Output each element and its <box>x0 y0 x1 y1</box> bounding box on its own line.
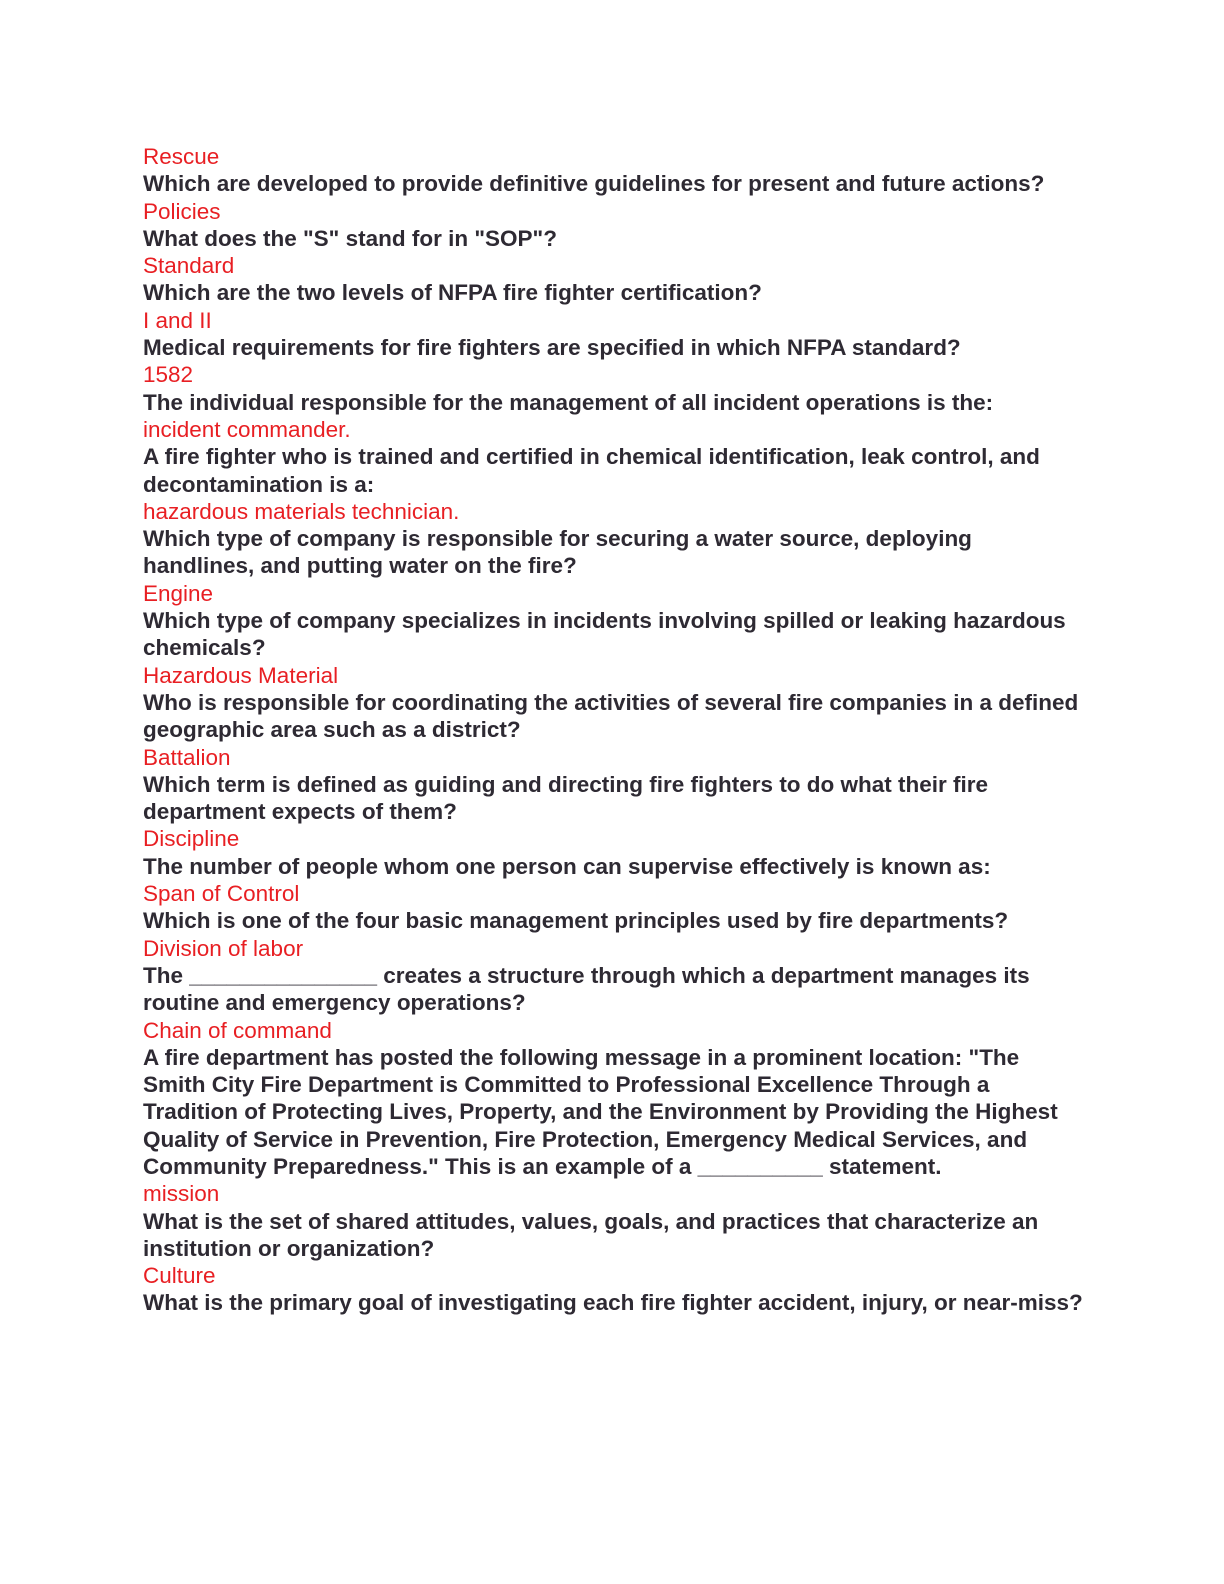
answer-text: mission <box>143 1181 220 1207</box>
answer-text: Division of labor <box>143 935 304 961</box>
question-text: What is the set of shared attitudes, values, goals, and practices that characterize an institution or organization? <box>143 1208 1039 1261</box>
question-text: Which term is defined as guiding and directing fire fighters to do what their fire department expects of them? <box>143 771 989 825</box>
question-text: What is the primary goal of investigating each fire fighter accident, injury, or near-miss? <box>143 1290 1083 1316</box>
question-text: Which are developed to provide definitive guidelines for present and future actions? <box>143 171 1045 197</box>
answer-text: Standard <box>143 253 235 279</box>
question-text: A fire department has posted the following message in a prominent location: "The Smith City Fire Department is Committed to Professional Excellence Through a Tradition of Protecting Lives, Property, and the Environment by Providing the Highest Quality of Service in Prevention, Fire Protection, Emergency Medical Services, and Community Preparedness." This is an example of a __________ statement. <box>143 1044 1058 1179</box>
answer-text: Chain of command <box>143 1017 332 1043</box>
question-text: The individual responsible for the management of all incident operations is the: <box>143 389 994 415</box>
answer-text: Rescue <box>143 144 220 169</box>
document-body <box>143 143 1083 1317</box>
question-text: A fire fighter who is trained and certified in chemical identification, leak control, and decontamination is a: <box>143 444 1040 497</box>
question-text: Which is one of the four basic management principles used by fire departments? <box>143 908 1009 934</box>
answer-text: hazardous materials technician. <box>143 498 460 524</box>
answer-text: Discipline <box>143 826 240 852</box>
answer-text: Policies <box>143 198 221 224</box>
answer-text: Span of Control <box>143 881 300 907</box>
question-text: Which are the two levels of NFPA fire fighter certification? <box>143 280 762 306</box>
question-text: The number of people whom one person can supervise effectively is known as: <box>143 853 991 879</box>
answer-text: Battalion <box>143 744 231 770</box>
answer-text: 1582 <box>143 362 194 388</box>
question-text: Medical requirements for fire fighters are specified in which NFPA standard? <box>143 335 961 361</box>
answer-text: incident commander. <box>143 416 351 442</box>
question-text: Which type of company specializes in incidents involving spilled or leaking hazardous chemicals? <box>143 608 1066 661</box>
question-text: What does the "S" stand for in "SOP"? <box>143 225 557 251</box>
answer-text: Hazardous Material <box>143 662 339 688</box>
answer-text: Engine <box>143 580 214 606</box>
answer-text: I and II <box>143 307 212 333</box>
question-text: The _______________ creates a structure through which a department manages its routine and emergency operations? <box>143 962 1030 1016</box>
question-text: Which type of company is responsible for securing a water source, deploying handlines, and putting water on the fire? <box>143 526 972 579</box>
answer-text: Culture <box>143 1263 216 1289</box>
question-text: Who is responsible for coordinating the activities of several fire companies in a defined geographic area such as a district? <box>143 689 1079 743</box>
